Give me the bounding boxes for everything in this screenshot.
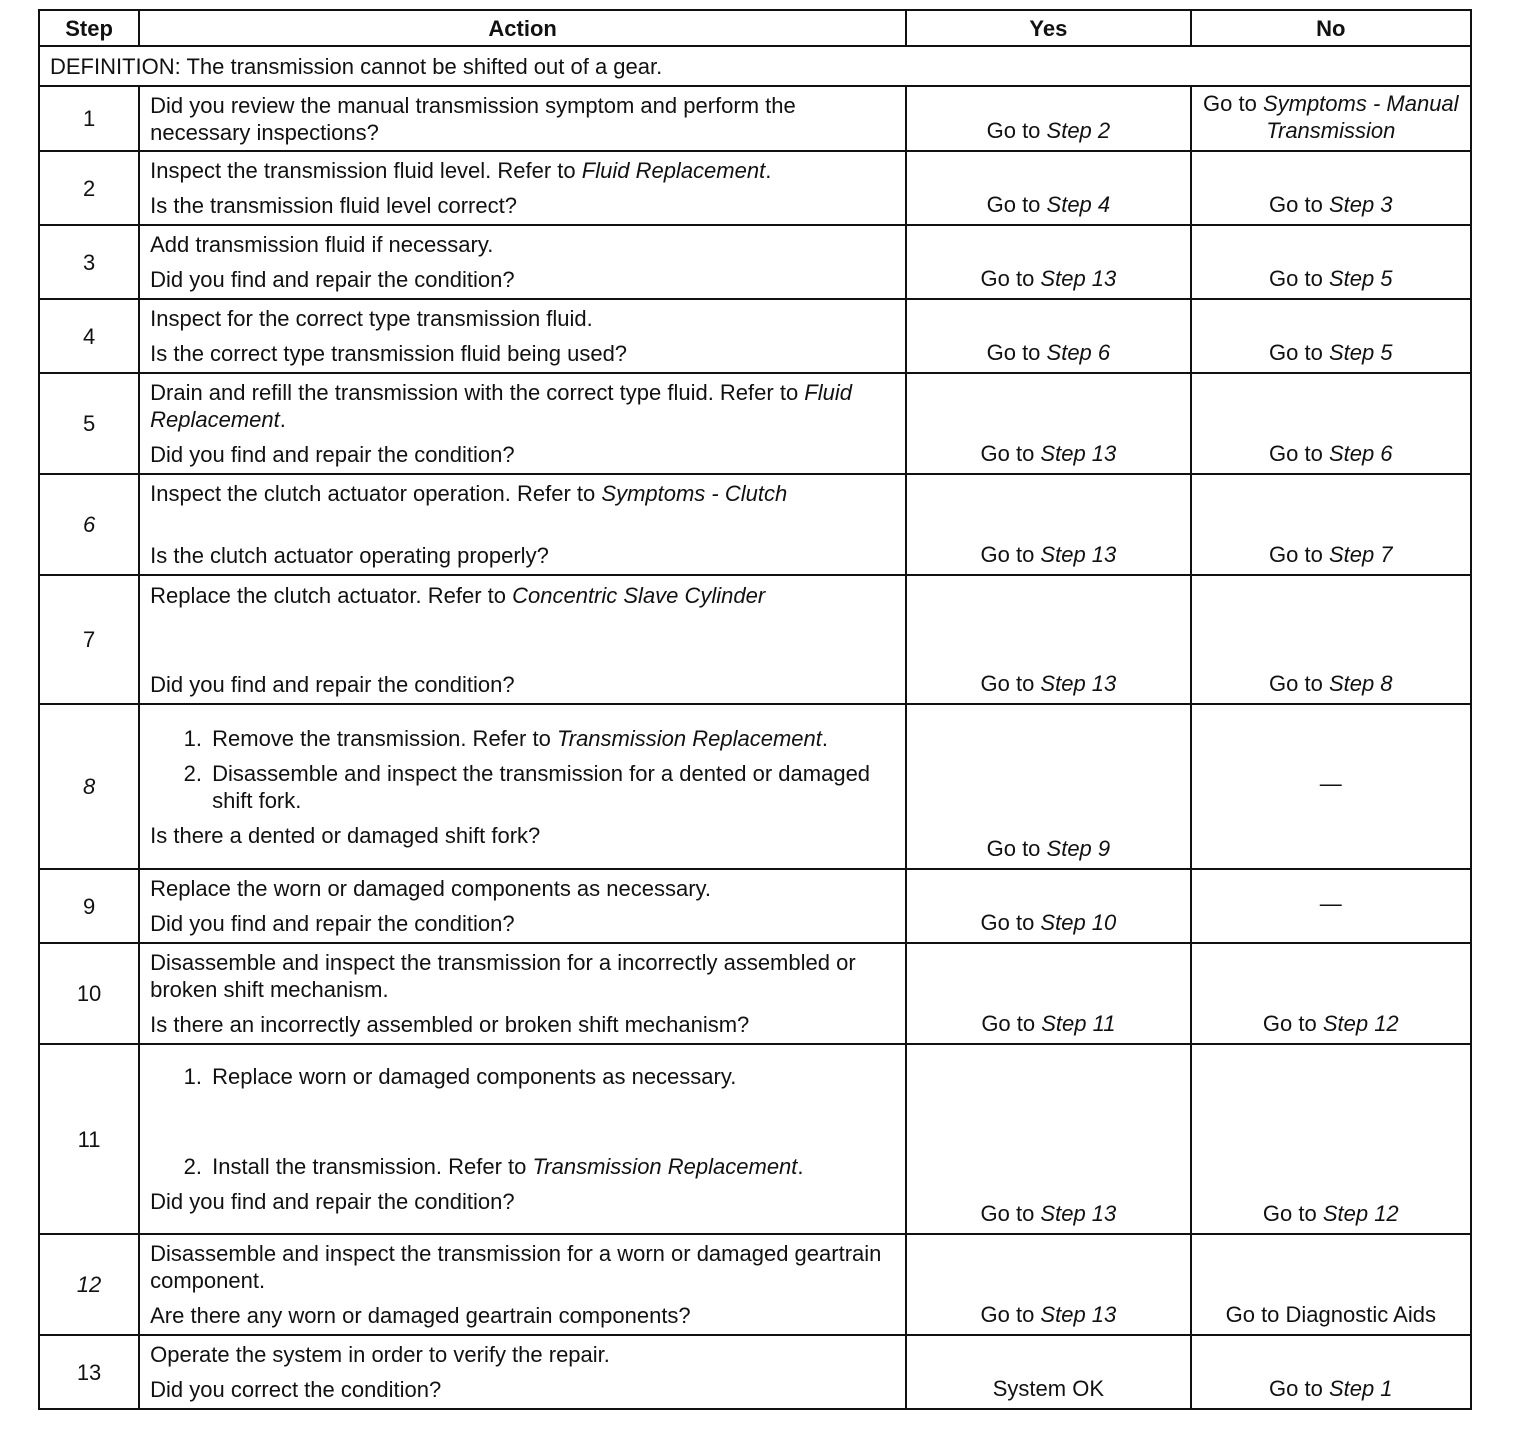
step-number: 2 — [39, 151, 139, 225]
action-question: Is there a dented or damaged shift fork? — [150, 822, 541, 848]
table-row — [39, 575, 1471, 704]
table-row — [39, 943, 1471, 1044]
step-number: 12 — [39, 1234, 139, 1335]
action-question: Did you correct the condition? — [150, 1377, 442, 1402]
action-instruction: Operate the system in order to verify the repair. — [150, 1342, 610, 1367]
yes-cell: System OK — [906, 1335, 1190, 1409]
step-link[interactable]: Step 13 — [1040, 1201, 1117, 1226]
action-cell — [139, 225, 906, 299]
step-link[interactable]: Step 4 — [1046, 192, 1111, 217]
step-link[interactable]: Step 8 — [1328, 671, 1393, 696]
no-cell — [1191, 1234, 1471, 1335]
definition-row — [39, 46, 1471, 86]
yes-cell: Go to Step 9 — [906, 704, 1190, 869]
header-no: No — [1191, 10, 1471, 46]
action-question: Is the clutch actuator operating properly? — [150, 543, 549, 568]
yes-cell: Go to Step 13 — [906, 373, 1190, 474]
table-row — [39, 225, 1471, 299]
step-link[interactable]: Step 7 — [1328, 542, 1393, 567]
step-link[interactable]: Step 6 — [1046, 340, 1111, 365]
step-link[interactable]: Step 10 — [1040, 910, 1117, 935]
step-number: 6 — [39, 474, 139, 575]
no-cell: Go to Step 8 — [1191, 575, 1471, 704]
action-instruction: Replace the clutch actuator. Refer to Concentric Slave Cylinder — [150, 582, 766, 608]
action-cell — [139, 1044, 906, 1234]
step-number: 1 — [39, 86, 139, 151]
table-row — [39, 474, 1471, 575]
symptoms-clutch-link[interactable]: Symptoms - Clutch — [601, 481, 788, 506]
action-question: Did you find and repair the condition? — [150, 1189, 515, 1214]
action-cell — [139, 86, 906, 151]
action-question: Are there any worn or damaged geartrain components? — [150, 1303, 691, 1328]
fluid-replacement-link[interactable]: Fluid Replacement — [581, 158, 766, 183]
action-cell — [139, 1234, 906, 1335]
yes-cell: Go to Step 13 — [906, 225, 1190, 299]
yes-cell: Go to Step 2 — [906, 86, 1190, 151]
header-action: Action — [139, 10, 906, 46]
action-question: Did you find and repair the condition? — [150, 442, 515, 467]
action-cell — [139, 704, 906, 869]
action-question: Is the transmission fluid level correct? — [150, 193, 517, 218]
list-item: 1. Remove the transmission. Refer to Transmission Replacement. — [208, 725, 895, 752]
no-cell: Go to Step 12 — [1191, 943, 1471, 1044]
no-cell: Go to Step 1 — [1191, 1335, 1471, 1409]
fluid-replacement-link[interactable]: Fluid Replacement — [150, 380, 852, 432]
yes-cell: Go to Step 11 — [906, 943, 1190, 1044]
list-item: 2. Install the transmission. Refer to Transmission Replacement. — [208, 1153, 895, 1180]
action-instruction: Disassemble and inspect the transmission for a incorrectly assembled or broken shift mechanism. — [150, 950, 856, 1002]
action-cell — [139, 151, 906, 225]
step-link[interactable]: Step 6 — [1328, 441, 1393, 466]
action-steps-list — [150, 725, 895, 814]
yes-cell: Go to Step 10 — [906, 869, 1190, 943]
action-instruction: Inspect for the correct type transmission fluid. — [150, 306, 593, 331]
action-cell — [139, 474, 906, 575]
no-cell: — — [1191, 869, 1471, 943]
table-row — [39, 869, 1471, 943]
table-row — [39, 1335, 1471, 1409]
table-row — [39, 151, 1471, 225]
step-link[interactable]: Step 9 — [1046, 836, 1111, 861]
action-question: Is the correct type transmission fluid being used? — [150, 341, 628, 366]
action-instruction: Inspect the clutch actuator operation. Refer to Symptoms - Clutch — [150, 481, 788, 506]
step-number: 5 — [39, 373, 139, 474]
action-steps-list — [150, 1063, 895, 1180]
diagnostic-aids-link[interactable]: Go to Diagnostic Aids — [1225, 1302, 1436, 1327]
step-link[interactable]: Step 5 — [1328, 266, 1393, 291]
action-cell — [139, 299, 906, 373]
yes-cell: Go to Step 13 — [906, 474, 1190, 575]
list-item: 2. Disassemble and inspect the transmission for a dented or damaged shift fork. — [208, 760, 895, 814]
action-instruction: Disassemble and inspect the transmission for a worn or damaged geartrain component. — [150, 1241, 882, 1293]
no-cell: Go to Symptoms - Manual Transmission — [1191, 86, 1471, 151]
action-cell — [139, 1335, 906, 1409]
step-number: 7 — [39, 575, 139, 704]
action-question: Did you find and repair the condition? — [150, 671, 515, 697]
header-yes: Yes — [906, 10, 1190, 46]
yes-cell: Go to Step 13 — [906, 1044, 1190, 1234]
no-cell: Go to Step 5 — [1191, 225, 1471, 299]
action-cell — [139, 869, 906, 943]
step-number: 10 — [39, 943, 139, 1044]
step-link[interactable]: Step 5 — [1328, 340, 1393, 365]
table-row — [39, 1234, 1471, 1335]
step-link[interactable]: Step 12 — [1322, 1201, 1399, 1226]
definition: DEFINITION: The transmission cannot be shifted out of a gear. — [39, 46, 1471, 86]
step-link[interactable]: Step 13 — [1040, 671, 1117, 696]
step-link[interactable]: Step 12 — [1322, 1011, 1399, 1036]
action-cell — [139, 943, 906, 1044]
diagnostic-table — [38, 9, 1472, 1410]
transmission-replacement-link[interactable]: Transmission Replacement — [556, 725, 822, 751]
step-number: 11 — [39, 1044, 139, 1234]
no-cell: Go to Step 5 — [1191, 299, 1471, 373]
action-instruction: Add transmission fluid if necessary. — [150, 232, 494, 257]
list-item: 1. Replace worn or damaged components as necessary. — [208, 1063, 895, 1090]
header-row — [39, 10, 1471, 46]
step-number: 3 — [39, 225, 139, 299]
yes-cell: Go to Step 13 — [906, 575, 1190, 704]
no-cell: — — [1191, 704, 1471, 869]
table-row — [39, 704, 1471, 869]
step-link[interactable]: Step 13 — [1040, 542, 1117, 567]
yes-cell: Go to Step 4 — [906, 151, 1190, 225]
action-cell — [139, 575, 906, 704]
yes-cell: Go to Step 13 — [906, 1234, 1190, 1335]
slave-cylinder-link[interactable]: Concentric Slave Cylinder — [512, 582, 766, 608]
step-link[interactable]: Step 13 — [1040, 266, 1117, 291]
no-cell: Go to Step 7 — [1191, 474, 1471, 575]
step-link[interactable]: Step 13 — [1040, 441, 1117, 466]
no-cell: Go to Step 12 — [1191, 1044, 1471, 1234]
action-question: Did you find and repair the condition? — [150, 911, 515, 936]
header-step: Step — [39, 10, 139, 46]
yes-cell: Go to Step 6 — [906, 299, 1190, 373]
action-question: Is there an incorrectly assembled or broken shift mechanism? — [150, 1012, 750, 1037]
no-cell: Go to Step 6 — [1191, 373, 1471, 474]
table-row — [39, 1044, 1471, 1234]
step-link[interactable]: Step 13 — [1040, 1302, 1117, 1327]
action-instruction: Replace the worn or damaged components as necessary. — [150, 876, 712, 901]
action-question: Did you find and repair the condition? — [150, 267, 515, 292]
step-number: 9 — [39, 869, 139, 943]
action-cell — [139, 373, 906, 474]
step-link[interactable]: Step 1 — [1328, 1376, 1393, 1401]
table-row — [39, 86, 1471, 151]
step-link[interactable]: Step 3 — [1328, 192, 1393, 217]
no-cell: Go to Step 3 — [1191, 151, 1471, 225]
step-number: 13 — [39, 1335, 139, 1409]
table-row — [39, 299, 1471, 373]
table-row — [39, 373, 1471, 474]
action-instruction: Inspect the transmission fluid level. Refer to Fluid Replacement. — [150, 158, 772, 183]
step-link[interactable]: Step 11 — [1041, 1011, 1116, 1036]
step-link[interactable]: Step 2 — [1046, 118, 1111, 143]
symptoms-link[interactable]: Symptoms - Manual Transmission — [1262, 91, 1459, 143]
transmission-replacement-link[interactable]: Transmission Replacement — [532, 1154, 798, 1179]
step-number: 4 — [39, 299, 139, 373]
action-instruction: Drain and refill the transmission with the correct type fluid. Refer to Fluid Replacement. — [150, 380, 852, 432]
action-question: Did you review the manual transmission symptom and perform the necessary inspections? — [150, 92, 796, 145]
step-number: 8 — [39, 704, 139, 869]
